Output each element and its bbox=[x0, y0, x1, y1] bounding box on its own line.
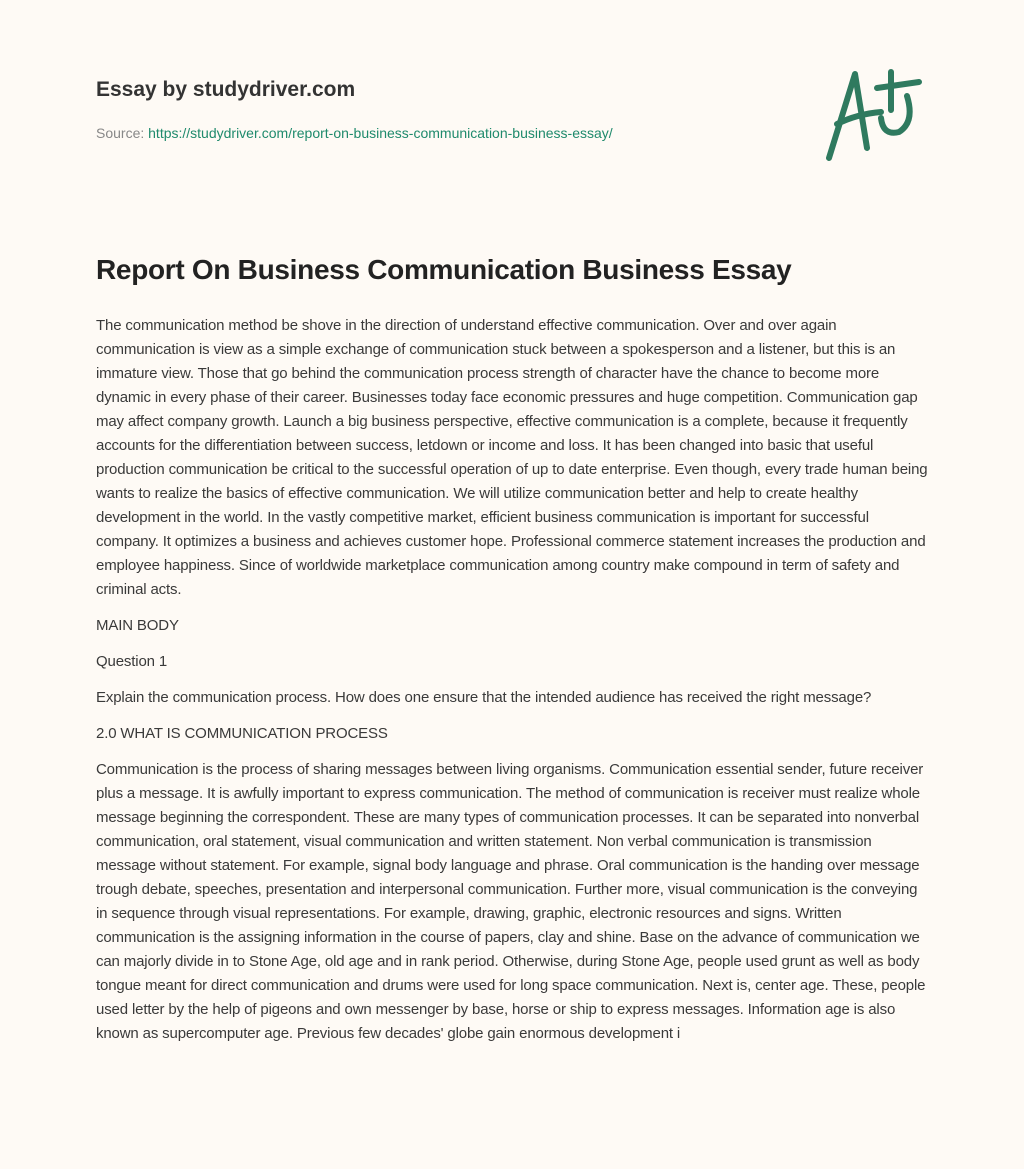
site-brand: Essay by studydriver.com bbox=[96, 78, 356, 101]
question-text: Explain the communication process. How does one ensure that the intended audience has received the right message? bbox=[96, 689, 872, 706]
section-heading-main-body: MAIN BODY bbox=[96, 617, 179, 634]
section-heading-communication-process: 2.0 WHAT IS COMMUNICATION PROCESS bbox=[96, 725, 388, 742]
page-title: Report On Business Communication Business Essay bbox=[96, 254, 792, 285]
a-plus-logo-icon bbox=[815, 62, 935, 172]
essay-body bbox=[96, 314, 932, 1058]
source-link[interactable]: https://studydriver.com/report-on-business-communication-business-essay/ bbox=[148, 125, 613, 141]
intro-paragraph: The communication method be shove in the direction of understand effective communication. Over and over again communication is view as a simple exchange of communication stuck between a spokesperson and a listener, but this is an immature view. Those that go behind the communication process strength of character have the chance to become more dynamic in every phase of their career. Businesses today face economic pressures and huge competition. Communication gap may affect company growth. Launch a big business perspective, effective communication is a complete, because it frequently accounts for the differentiation between success, letdown or income and loss. It has been changed into basic that useful production communication be critical to the successful operation of up to date enterprise. Even though, every trade human being wants to realize the basics of effective communication. We will utilize communication better and help to create healthy development in the world. In the vastly competitive market, efficient business communication is important for successful company. It optimizes a business and achieves customer hope. Professional commerce statement increases the production and employee happiness. Since of worldwide marketplace communication among country make compound in term of safety and criminal acts. bbox=[96, 317, 928, 598]
source-line bbox=[96, 125, 613, 141]
question-heading: Question 1 bbox=[96, 653, 168, 670]
source-label: Source: bbox=[96, 125, 145, 141]
body-paragraph: Communication is the process of sharing messages between living organisms. Communication essential sender, future receiver plus a message. It is awfully important to express communication. The method of communication is receiver must realize whole message beginning the correspondent. These are many types of communication processes. It can be separated into nonverbal communication, oral statement, visual communication and written statement. Non verbal communication is transmission message without statement. For example, signal body language and phrase. Oral communication is the handing over message trough debate, speeches, presentation and interpersonal communication. Further more, visual communication is the conveying in sequence through visual representations. For example, drawing, graphic, electronic resources and signs. Written communication is the assigning information in the course of papers, clay and shine. Base on the advance of communication we can majorly divide in to Stone Age, old age and in rank period. Otherwise, during Stone Age, people used grunt as well as body tongue meant for direct communication and drums were used for long space communication. Next is, center age. These, people used letter by the help of pigeons and own messenger by base, horse or ship to express messages. Information age is also known as supercomputer age. Previous few decades' globe gain enormous development i bbox=[96, 761, 926, 1042]
